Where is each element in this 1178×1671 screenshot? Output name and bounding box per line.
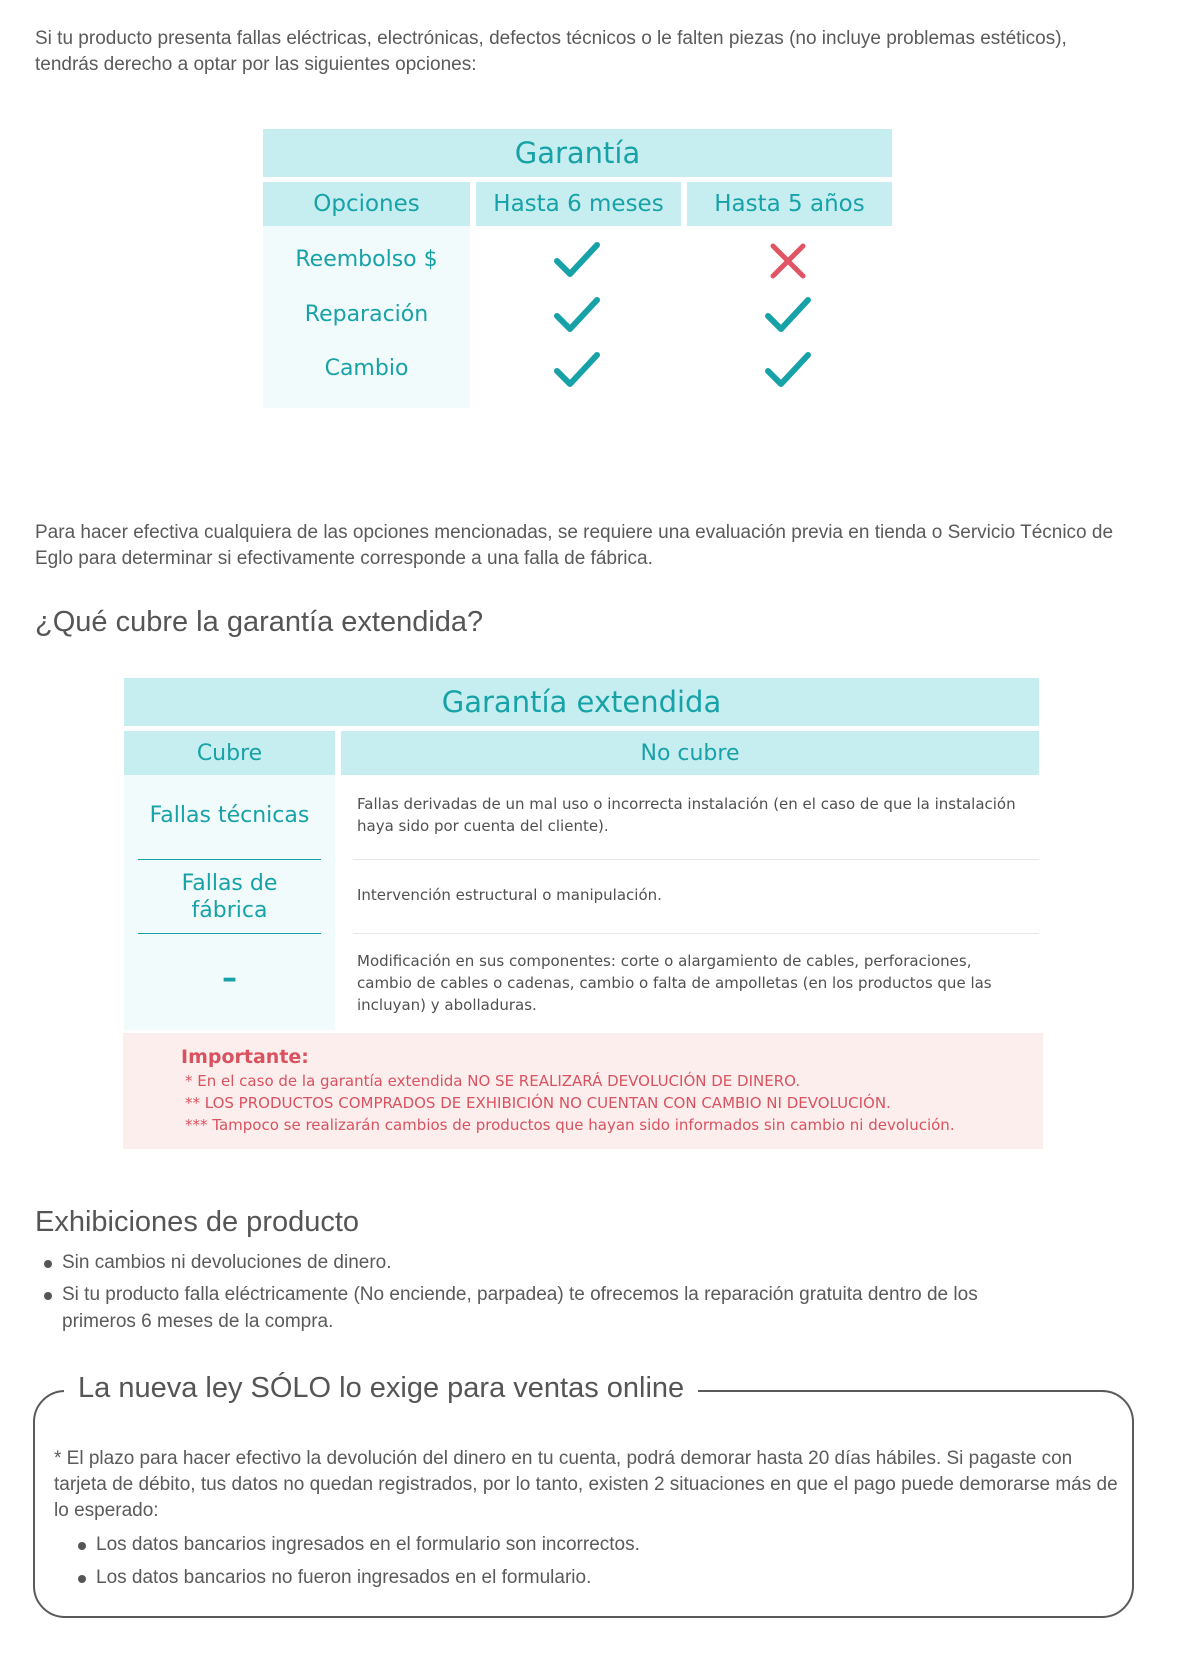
list-item: Sin cambios ni devoluciones de dinero. [36,1249,1046,1276]
list-item: Los datos bancarios ingresados en el formulario son incorrectos. [70,1531,1070,1558]
important-line: * En el caso de la garantía extendida NO SE REALIZARÁ DEVOLUCIÓN DE DINERO. [185,1072,801,1090]
option-reembolso: Reembolso $ [295,246,438,272]
extended-warranty-table [124,678,1039,1030]
header-hasta-5-anos: Hasta 5 años [687,182,892,226]
cross-icon [768,241,808,281]
check-icon [554,241,600,279]
evaluation-paragraph: Para hacer efectiva cualquiera de las opciones mencionadas, se requiere una evaluación previa en tienda o Servicio Técnico de Eglo para determinar si efectivamente corresponde a una falla de fábrica. [35,522,1114,569]
header-opciones: Opciones [263,182,470,226]
exhibitions-heading: Exhibiciones de producto [35,1206,360,1238]
header-cubre: Cubre [124,731,335,775]
option-cambio: Cambio [324,355,409,381]
check-icon [765,351,811,389]
important-line: *** Tampoco se realizarán cambios de productos que hayan sido informados sin cambio ni devolución. [185,1116,955,1134]
important-notice [123,1033,1043,1149]
row-divider [138,859,321,860]
exhibitions-list [36,1249,1046,1335]
row-divider [353,859,1039,860]
list-item: Si tu producto falla eléctricamente (No enciende, parpadea) te ofrecemos la reparación gratuita dentro de los primeros 6 meses de la compra. [36,1281,1046,1335]
cubre-dash: – [222,960,237,996]
extended-table-title: Garantía extendida [124,678,1039,726]
important-line: ** LOS PRODUCTOS COMPRADOS DE EXHIBICIÓN NO CUENTAN CON CAMBIO NI DEVOLUCIÓN. [185,1094,891,1112]
warranty-table [263,129,892,408]
option-reparacion: Reparación [304,301,429,327]
warranty-table-title: Garantía [263,129,892,177]
cubre-fallas-tecnicas: Fallas técnicas [149,802,310,828]
important-title: Importante: [181,1046,309,1068]
extended-warranty-heading: ¿Qué cubre la garantía extendida? [35,606,484,638]
row-divider [353,933,1039,934]
header-hasta-6-meses: Hasta 6 meses [476,182,681,226]
check-icon [765,296,811,334]
check-icon [554,351,600,389]
no-cubre-item: Fallas derivadas de un mal uso o incorrecta instalación (en el caso de que la instalación haya sido por cuenta del cliente). [357,795,1016,835]
online-law-list [70,1531,1070,1591]
row-divider [138,933,321,934]
intro-paragraph: Si tu producto presenta fallas eléctricas, electrónicas, defectos técnicos o le falten piezas (no incluye problemas estéticos), tendrás derecho a optar por las siguientes opciones: [35,28,1067,75]
no-cubre-item: Intervención estructural o manipulación. [357,886,662,904]
header-no-cubre: No cubre [341,731,1039,775]
cubre-fallas-de-fabrica: Fallas de fábrica [181,871,278,923]
online-law-text: * El plazo para hacer efectivo la devolución del dinero en tu cuenta, podrá demorar hasta 20 días hábiles. Si pagaste con tarjeta de débito, tus datos no quedan registrados, por lo tanto, existen 2 situaciones en que el pago puede demorarse más de lo esperado: [54,1448,1118,1521]
no-cubre-item: Modificación en sus componentes: corte o alargamiento de cables, perforaciones, cambio de cables o cadenas, cambio o falta de ampolletas (en los productos que las incluyan) y abolladuras. [357,952,992,1014]
list-item: Los datos bancarios no fueron ingresados en el formulario. [70,1564,1070,1591]
check-icon [554,296,600,334]
online-law-title: La nueva ley SÓLO lo exige para ventas online [64,1372,698,1405]
